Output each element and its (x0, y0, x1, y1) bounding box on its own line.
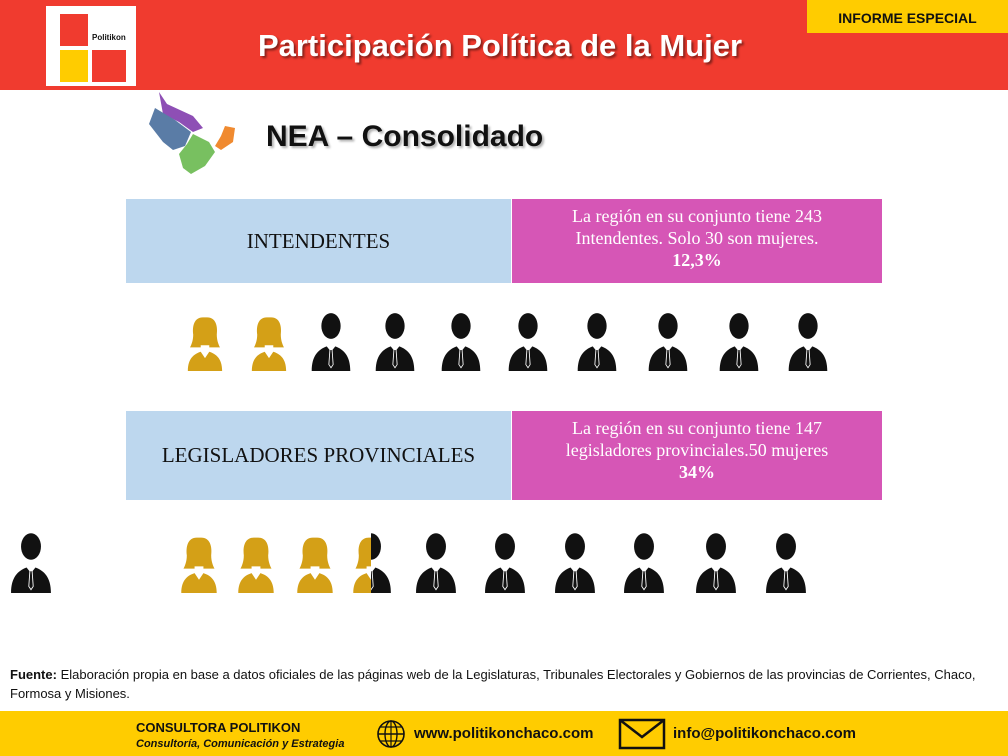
legisladores-man-icon (405, 531, 467, 593)
legisladores-man-icon (544, 531, 606, 593)
legisladores-percentage: 34% (679, 462, 715, 482)
intendentes-woman-icon (238, 311, 300, 371)
intendentes-woman-icon (174, 311, 236, 371)
legisladores-woman-icon (284, 531, 346, 593)
footnote-label: Fuente: (10, 667, 57, 682)
intendentes-man-icon (708, 311, 770, 371)
legisladores-info-line1: La región en su conjunto tiene 147 (572, 418, 822, 438)
intendentes-percentage: 12,3% (672, 250, 722, 270)
email-link[interactable]: info@politikonchaco.com (673, 725, 856, 742)
company-tagline: Consultoría, Comunicación y Estrategia (136, 738, 345, 750)
source-footnote (10, 665, 995, 703)
footer-bar (0, 711, 1008, 756)
intendentes-label: INTENDENTES (246, 228, 391, 253)
page-title: Participación Política de la Mujer (257, 28, 743, 63)
intendentes-man-icon (430, 311, 492, 371)
legisladores-man-icon (474, 531, 536, 593)
legisladores-info-box (512, 411, 882, 500)
legisladores-info-line2: legisladores provinciales.50 mujeres (565, 440, 829, 460)
report-badge: INFORME ESPECIAL (807, 0, 1008, 33)
legisladores-man-icon (755, 531, 817, 593)
legisladores-man-icon (685, 531, 747, 593)
intendentes-man-icon (566, 311, 628, 371)
nea-map-icon (145, 90, 240, 175)
legisladores-woman-icon (168, 531, 230, 593)
envelope-icon (618, 718, 666, 750)
legisladores-woman-icon (225, 531, 287, 593)
intendentes-info-line2: Intendentes. Solo 30 son mujeres. (575, 228, 819, 248)
intendentes-info-box (512, 199, 882, 283)
intendentes-man-icon (637, 311, 699, 371)
legisladores-half-woman-half-man-icon (340, 531, 402, 593)
intendentes-label-box (126, 199, 511, 283)
company-name: CONSULTORA POLITIKON (136, 720, 301, 735)
politikon-logo (46, 6, 136, 86)
intendentes-man-icon (300, 311, 362, 371)
globe-icon (376, 719, 406, 749)
intendentes-man-icon (777, 311, 839, 371)
legisladores-man-icon (0, 531, 62, 593)
intendentes-man-icon (364, 311, 426, 371)
logo-text: Politikon (92, 33, 126, 42)
legisladores-label-box (126, 411, 511, 500)
footnote-text: Elaboración propia en base a datos oficiales de las páginas web de la Legislaturas, Tribunales Electorales y Gobiernos de las provincias de Corrientes, Chaco, Formosa y Misiones. (10, 667, 976, 701)
legisladores-label: LEGISLADORES PROVINCIALES (161, 443, 476, 467)
intendentes-info-line1: La región en su conjunto tiene 243 (572, 206, 822, 226)
section-subtitle: NEA – Consolidado (266, 120, 544, 153)
intendentes-man-icon (497, 311, 559, 371)
website-link[interactable]: www.politikonchaco.com (414, 725, 594, 742)
legisladores-man-icon (613, 531, 675, 593)
